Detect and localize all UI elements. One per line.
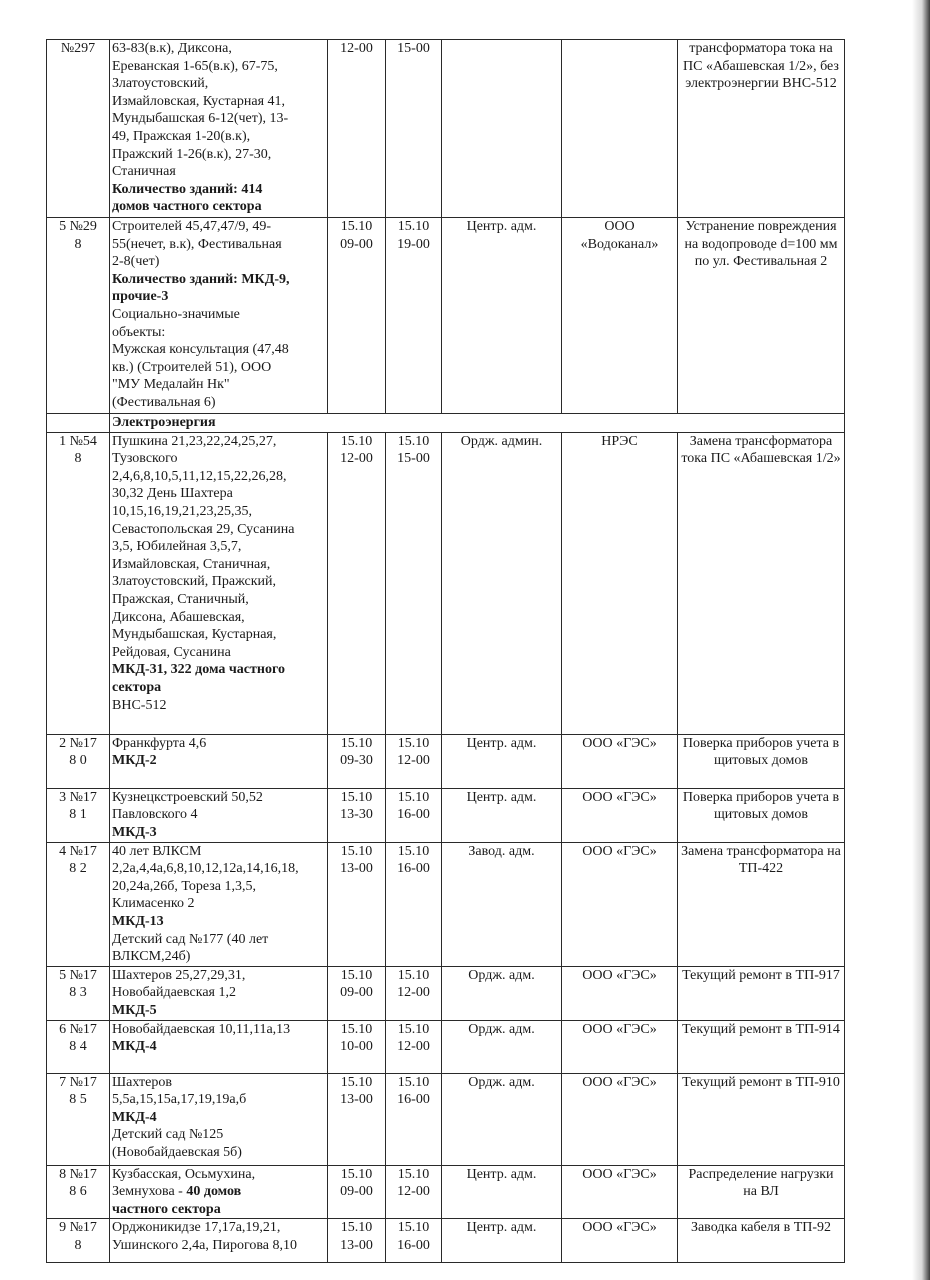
organization-text: ООО «ГЭС»: [582, 1220, 657, 1236]
district-text: Центр. адм.: [466, 1166, 537, 1182]
address-line: Орджоникидзе 17,17а,19,21,: [112, 1220, 281, 1236]
start-time: [328, 1165, 386, 1219]
organization: [562, 432, 678, 734]
start-time: [328, 218, 386, 414]
address-line: Детский сад №125: [112, 1127, 224, 1143]
start-time-text: 12-00: [340, 41, 373, 56]
address-cell: [110, 1219, 328, 1263]
row-number-text: 7 №178 5: [59, 1074, 97, 1108]
address-line: Новобайдаевская 10,11,11а,13: [112, 1021, 291, 1037]
organization: [562, 788, 678, 842]
address-line: Социально-значимые: [112, 306, 240, 322]
table-row: [47, 1219, 845, 1263]
organization-text: НРЭС: [601, 433, 638, 449]
start-time-text: 15.10 13-00: [340, 1220, 373, 1253]
row-number: [47, 842, 110, 966]
end-time: [386, 966, 442, 1020]
start-time-text: 15.10 09-00: [340, 967, 373, 1001]
address-line: Пушкина 21,23,22,24,25,27,: [112, 433, 277, 449]
start-time-text: 15.10 09-00: [340, 1166, 373, 1200]
organization: [562, 218, 678, 414]
row-number-text: 9 №178: [59, 1220, 97, 1253]
start-time-text: 15.10 09-00: [340, 219, 373, 252]
address-line: МКД-3: [112, 824, 157, 840]
row-number: [47, 40, 110, 218]
table-row: [47, 734, 845, 788]
address-cell: [110, 1020, 328, 1073]
end-time-text: 15.10 12-00: [397, 735, 430, 769]
address-line: Мундыбашская 6-12(чет), 13-: [112, 111, 289, 127]
address-line: частного сектора: [112, 1201, 221, 1217]
address-line: Климасенко 2: [112, 896, 195, 912]
address-line: Ереванская 1-65(в.к), 67-75,: [112, 58, 278, 74]
table-row: [47, 966, 845, 1020]
end-time-text: 15.10 15-00: [397, 433, 430, 467]
address-line: Станичная: [112, 164, 176, 180]
address-line: 55(нечет, в.к), Фестивальная: [112, 236, 282, 252]
address-cell: [110, 734, 328, 788]
address-line: МКД-4: [112, 1109, 157, 1125]
start-time-text: 15.10 09-30: [340, 735, 373, 769]
address-cell: [110, 842, 328, 966]
start-time: [328, 1020, 386, 1073]
address-cell: [110, 218, 328, 414]
organization-text: ООО «Водоканал»: [580, 219, 659, 252]
table-row: [47, 1073, 845, 1165]
address-line: Тузовского: [112, 451, 178, 467]
address-cell: [110, 788, 328, 842]
address-cell: [110, 1165, 328, 1219]
row-number-text: 2 №178 0: [59, 735, 97, 769]
district: [442, 966, 562, 1020]
district-text: Центр. адм.: [466, 735, 537, 751]
end-time: [386, 1219, 442, 1263]
row-number-text: 5 №298: [59, 219, 97, 252]
organization: [562, 734, 678, 788]
address-line: 49, Пражская 1-20(в.к),: [112, 128, 251, 144]
table-row: [47, 842, 845, 966]
district: [442, 734, 562, 788]
start-time-text: 15.10 13-00: [340, 843, 373, 877]
outage-table: [46, 39, 845, 1263]
address-line: Детский сад №177 (40 лет: [112, 931, 269, 947]
address-line: ВНС-512: [112, 697, 167, 713]
table-body: [47, 40, 845, 1263]
reason-text: трансформатора тока на ПС «Абашевская 1/2», без электроэнергии ВНС-512: [683, 41, 839, 92]
reason: [678, 40, 845, 218]
start-time: [328, 1073, 386, 1165]
address-line: Шахтеров: [112, 1074, 172, 1090]
district: [442, 432, 562, 734]
row-number: [47, 1020, 110, 1073]
section-empty-cell: [47, 414, 110, 433]
reason: [678, 966, 845, 1020]
end-time-text: 15-00: [397, 41, 430, 56]
end-time-text: 15.10 19-00: [397, 219, 430, 252]
row-number: [47, 1219, 110, 1263]
address-line: 30,32 День Шахтера: [112, 486, 233, 502]
organization-text: ООО «ГЭС»: [582, 843, 657, 859]
table-row: [47, 788, 845, 842]
address-line: 20,24а,26б, Тореза 1,3,5,: [112, 878, 256, 894]
address-line: домов частного сектора: [112, 199, 262, 215]
address-line: объекты:: [112, 324, 166, 340]
table-row: [47, 40, 845, 218]
organization-text: ООО «ГЭС»: [582, 1021, 657, 1037]
row-number-text: 5 №178 3: [59, 967, 97, 1001]
end-time: [386, 218, 442, 414]
reason: [678, 734, 845, 788]
address-line: 3,5, Юбилейная 3,5,7,: [112, 539, 242, 555]
organization-text: ООО «ГЭС»: [582, 1166, 657, 1182]
start-time-text: 15.10 13-30: [340, 789, 373, 823]
district: [442, 842, 562, 966]
address-line: Севастопольская 29, Сусанина: [112, 521, 295, 537]
end-time: [386, 788, 442, 842]
table-row: [47, 1020, 845, 1073]
address-line: Шахтеров 25,27,29,31,: [112, 967, 246, 983]
reason-text: Текущий ремонт в ТП-917: [682, 967, 840, 983]
reason-text: Текущий ремонт в ТП-914: [682, 1021, 840, 1037]
start-time-text: 15.10 10-00: [340, 1021, 373, 1055]
district-text: Ордж. адм.: [468, 1074, 535, 1090]
address-line: Новобайдаевская 1,2: [112, 985, 236, 1001]
row-number-text: 4 №178 2: [59, 843, 97, 877]
address-line: Измайловская, Станичная,: [112, 556, 271, 572]
end-time-text: 15.10 12-00: [397, 967, 430, 1001]
start-time: [328, 788, 386, 842]
address-line: "МУ Медалайн Нк": [112, 377, 230, 393]
district: [442, 1020, 562, 1073]
reason: [678, 218, 845, 414]
reason-text: Замена трансформатора тока ПС «Абашевская 1/2»: [681, 433, 841, 467]
reason-text: Поверка приборов учета в щитовых домов: [682, 735, 840, 769]
address-line: Кузбасская, Осьмухина,: [112, 1166, 256, 1182]
end-time: [386, 1020, 442, 1073]
address-line: Ушинского 2,4а, Пирогова 8,10: [112, 1237, 297, 1253]
address-line: сектора: [112, 679, 162, 695]
district: [442, 1219, 562, 1263]
address-line: Измайловская, Кустарная 41,: [112, 93, 286, 109]
organization-text: ООО «ГЭС»: [582, 1074, 657, 1090]
row-number: [47, 218, 110, 414]
end-time: [386, 1165, 442, 1219]
start-time: [328, 966, 386, 1020]
reason: [678, 1219, 845, 1263]
address-line: Франкфурта 4,6: [112, 735, 207, 751]
reason: [678, 1020, 845, 1073]
start-time: [328, 1219, 386, 1263]
reason-text: Текущий ремонт в ТП-910: [682, 1074, 840, 1090]
table-row: [47, 432, 845, 734]
organization-text: ООО «ГЭС»: [582, 967, 657, 983]
address-cell: [110, 1073, 328, 1165]
district: [442, 218, 562, 414]
address-line: 2,4,6,8,10,5,11,12,15,22,26,28,: [112, 468, 287, 484]
district-text: Ордж. адм.: [468, 1021, 535, 1037]
address-line: Мужская консультация (47,48: [112, 342, 289, 358]
district-text: Ордж. адм.: [468, 967, 535, 983]
address-line: Златоустовский,: [112, 76, 209, 92]
address-line: Златоустовский, Пражский,: [112, 574, 276, 590]
row-number: [47, 788, 110, 842]
address-line: Мундыбашская, Кустарная,: [112, 627, 277, 643]
address-line: (Фестивальная 6): [112, 394, 216, 410]
address-line: Пражская, Станичный,: [112, 591, 249, 607]
row-number-text: 6 №178 4: [59, 1021, 97, 1055]
end-time: [386, 842, 442, 966]
address-line: Диксона, Абашевская,: [112, 609, 245, 625]
address-line: МКД-31, 322 дома частного: [112, 662, 285, 678]
district-text: Центр. адм.: [466, 789, 537, 805]
organization: [562, 1073, 678, 1165]
address-line: ВЛКСМ,24б): [112, 949, 191, 965]
address-line: Пражский 1-26(в.к), 27-30,: [112, 146, 272, 162]
address-line: МКД-5: [112, 1002, 157, 1018]
reason: [678, 1165, 845, 1219]
address-line: 63-83(в.к), Диксона,: [112, 41, 232, 56]
row-number-text: №297: [60, 41, 96, 56]
row-number: [47, 1073, 110, 1165]
start-time: [328, 40, 386, 218]
address-line: Рейдовая, Сусанина: [112, 644, 231, 660]
reason-text: Устранение повреждения на водопроводе d=100 мм по ул. Фестивальная 2: [684, 219, 838, 270]
address-line: Павловского 4: [112, 807, 198, 823]
start-time: [328, 842, 386, 966]
address-line: Земнухова - 40 домов: [112, 1184, 242, 1200]
organization: [562, 842, 678, 966]
address-line: 2-8(чет): [112, 254, 160, 270]
address-line: 5,5а,15,15а,17,19,19а,б: [112, 1092, 247, 1108]
end-time: [386, 40, 442, 218]
reason-text: Поверка приборов учета в щитовых домов: [682, 789, 840, 823]
district-text: Ордж. админ.: [460, 433, 543, 449]
organization-text: ООО «ГЭС»: [582, 789, 657, 805]
address-line: Строителей 45,47,47/9, 49-: [112, 219, 272, 234]
district: [442, 40, 562, 218]
reason-text: Распределение нагрузки на ВЛ: [688, 1166, 834, 1200]
end-time: [386, 1073, 442, 1165]
page-edge-shadow: [912, 0, 930, 1280]
address-line: 2,2а,4,4а,6,8,10,12,12а,14,16,18,: [112, 861, 299, 877]
reason-text: Заводка кабеля в ТП-92: [690, 1220, 832, 1236]
row-number-text: 3 №178 1: [59, 789, 97, 823]
address-line: МКД-4: [112, 1039, 157, 1055]
district-text: Завод. адм.: [468, 843, 535, 859]
end-time-text: 15.10 12-00: [397, 1021, 430, 1055]
address-line: 10,15,16,19,21,23,25,35,: [112, 503, 252, 519]
address-line: (Новобайдаевская 5б): [112, 1144, 242, 1160]
table-row: [47, 1165, 845, 1219]
start-time: [328, 734, 386, 788]
end-time-text: 15.10 16-00: [397, 843, 430, 877]
district: [442, 1165, 562, 1219]
address-cell: [110, 40, 328, 218]
organization-text: ООО «ГЭС»: [582, 735, 657, 751]
district-text: Центр. адм.: [466, 1220, 537, 1236]
address-line: прочие-3: [112, 289, 169, 305]
organization: [562, 1165, 678, 1219]
row-number-text: 1 №548: [59, 433, 97, 467]
start-time-text: 15.10 12-00: [340, 433, 373, 467]
section-title: Электроэнергия: [110, 414, 845, 433]
end-time: [386, 734, 442, 788]
row-number-text: 8 №178 6: [59, 1166, 97, 1200]
address-line: Кузнецкстроевский 50,52: [112, 789, 263, 805]
district-text: Центр. адм.: [466, 219, 537, 234]
end-time-text: 15.10 16-00: [397, 1074, 430, 1108]
table-row: [47, 218, 845, 414]
organization: [562, 40, 678, 218]
reason: [678, 432, 845, 734]
end-time-text: 15.10 16-00: [397, 789, 430, 823]
address-bold-part: 40 домов: [186, 1184, 242, 1200]
reason-text: Замена трансформатора на ТП-422: [681, 843, 841, 877]
address-cell: [110, 432, 328, 734]
reason: [678, 1073, 845, 1165]
address-line: Количество зданий: 414: [112, 181, 263, 197]
start-time: [328, 432, 386, 734]
reason: [678, 788, 845, 842]
row-number: [47, 432, 110, 734]
row-number: [47, 966, 110, 1020]
district: [442, 788, 562, 842]
start-time-text: 15.10 13-00: [340, 1074, 373, 1108]
address-line: 40 лет ВЛКСМ: [112, 843, 202, 859]
end-time: [386, 432, 442, 734]
organization: [562, 1020, 678, 1073]
row-number: [47, 1165, 110, 1219]
address-line: кв.) (Строителей 51), ООО: [112, 359, 272, 375]
section-row: [47, 414, 845, 433]
organization: [562, 966, 678, 1020]
district: [442, 1073, 562, 1165]
organization: [562, 1219, 678, 1263]
address-line: МКД-13: [112, 913, 164, 929]
address-cell: [110, 966, 328, 1020]
address-line: Количество зданий: МКД-9,: [112, 271, 290, 287]
address-line: МКД-2: [112, 753, 157, 769]
end-time-text: 15.10 16-00: [397, 1220, 430, 1253]
reason: [678, 842, 845, 966]
end-time-text: 15.10 12-00: [397, 1166, 430, 1200]
row-number: [47, 734, 110, 788]
